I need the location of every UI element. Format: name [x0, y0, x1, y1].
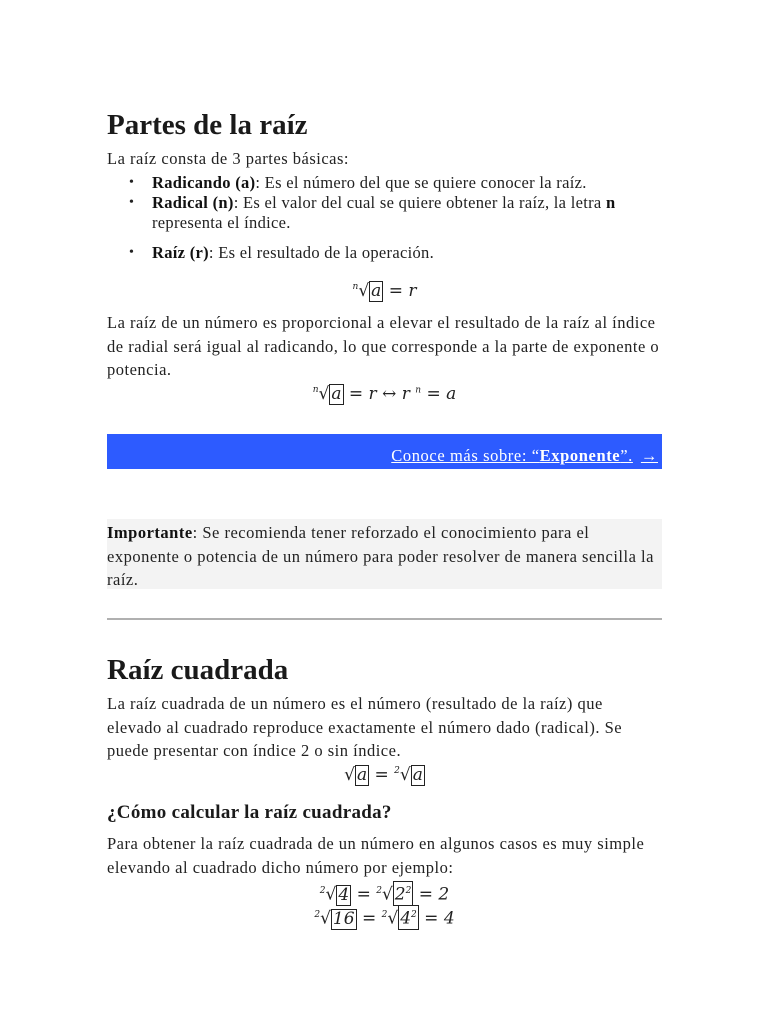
radical-sign-icon: √ [358, 281, 370, 301]
radical-sign-icon: √ [344, 765, 355, 785]
list-item [107, 193, 662, 233]
formula-exponent: 2 [411, 910, 417, 920]
desc-radical: : Es el valor del cual se quiere obtener la raíz, la letra [233, 193, 606, 212]
section-title-partes: Partes de la raíz [107, 109, 308, 141]
bullet-icon: • [129, 175, 135, 190]
formula-radicand: a [356, 765, 368, 785]
formula-equivalence [107, 384, 662, 405]
term-radical: Radical (n) [152, 193, 234, 212]
formula-result: = r [388, 281, 417, 301]
formula-radicand: 16 [332, 908, 355, 929]
arrow-right-icon: → [640, 446, 658, 465]
bullet-icon: • [129, 195, 135, 210]
example-formula-2 [107, 905, 662, 930]
formula-result: = 4 [424, 908, 455, 929]
section-divider [107, 618, 662, 620]
formula-index: n [352, 282, 359, 292]
formula-base: 4 [400, 908, 412, 929]
link-suffix: ”. [620, 446, 633, 465]
list-item [107, 243, 662, 263]
formula-radicand-power [393, 881, 414, 906]
formula-index: 2 [319, 885, 326, 896]
letter-n: n [605, 193, 616, 212]
formula-equals: = [361, 908, 377, 929]
formula-index: n [312, 385, 319, 395]
proportional-paragraph: La raíz de un número es proporcional a elevar el resultado de la raíz al índice de radial será igual al radicando, lo que corresponde a la parte de exponente o potencia. [107, 313, 660, 379]
radical-sign-icon: √ [325, 884, 337, 905]
formula-radicand: 4 [338, 884, 350, 905]
formula-index: 2 [381, 909, 388, 920]
note-text [107, 521, 662, 592]
link-prefix: Conoce más sobre: “ [391, 446, 540, 465]
section-title-raiz-cuadrada: Raíz cuadrada [107, 654, 289, 686]
formula-index: 2 [314, 909, 321, 920]
formula-radicand: a [412, 765, 423, 785]
radical-sign-icon: √ [399, 765, 411, 785]
radical-sign-icon: √ [320, 908, 331, 929]
formula-exponent: 2 [405, 886, 412, 896]
radical-sign-icon: √ [318, 384, 330, 404]
learn-more-link[interactable] [391, 446, 658, 465]
formula-exponent: n [415, 385, 422, 396]
intro-text: La raíz consta de 3 partes básicas: [107, 149, 349, 168]
list-item [107, 173, 662, 193]
term-radicando: Radicando (a) [152, 173, 256, 192]
square-root-paragraph: La raíz cuadrada de un número es el número (resultado de la raíz) que elevado al cuadrado reproduce exactamente el número dado (radical). Se puede presentar con índice 2 o sin índice. [107, 694, 623, 760]
link-topic: Exponente [539, 446, 621, 465]
formula-result: = 2 [418, 884, 450, 905]
formula-square-root [107, 765, 662, 786]
formula-index: 2 [376, 885, 382, 896]
radical-sign-icon: √ [381, 884, 393, 905]
how-to-subtitle: ¿Cómo calcular la raíz cuadrada? [107, 802, 392, 823]
formula-radicand: a [371, 281, 382, 301]
parts-list [107, 173, 662, 263]
how-to-paragraph: Para obtener la raíz cuadrada de un número en algunos casos es muy simple elevando al cuadrado dicho número por ejemplo: [107, 834, 645, 877]
formula-radicand: a [331, 384, 342, 404]
example-formula-1 [107, 881, 662, 906]
note-body: : Se recomienda tener reforzado el conocimiento para el exponente o potencia de un número para poder resolver de manera sencilla la raíz. [107, 523, 654, 589]
learn-more-banner [107, 434, 662, 469]
formula-equals: = [356, 884, 371, 905]
radical-sign-icon: √ [387, 908, 399, 929]
formula-root-definition [107, 281, 662, 302]
note-label: Importante [107, 523, 193, 542]
important-note [107, 519, 662, 589]
formula-tail: = a [426, 384, 457, 404]
formula-middle: = r ↔ r [348, 384, 410, 404]
desc-raiz: : Es el resultado de la operación. [208, 243, 435, 262]
formula-radicand-power [398, 905, 419, 930]
formula-base: 2 [394, 884, 406, 905]
formula-index: 2 [394, 766, 400, 776]
term-raiz: Raíz (r) [152, 243, 209, 262]
formula-equals: = [374, 765, 389, 785]
desc-radicando: : Es el número del que se quiere conocer la raíz. [255, 173, 587, 192]
desc-radical-end: representa el índice. [152, 213, 291, 232]
bullet-icon: • [129, 245, 135, 260]
